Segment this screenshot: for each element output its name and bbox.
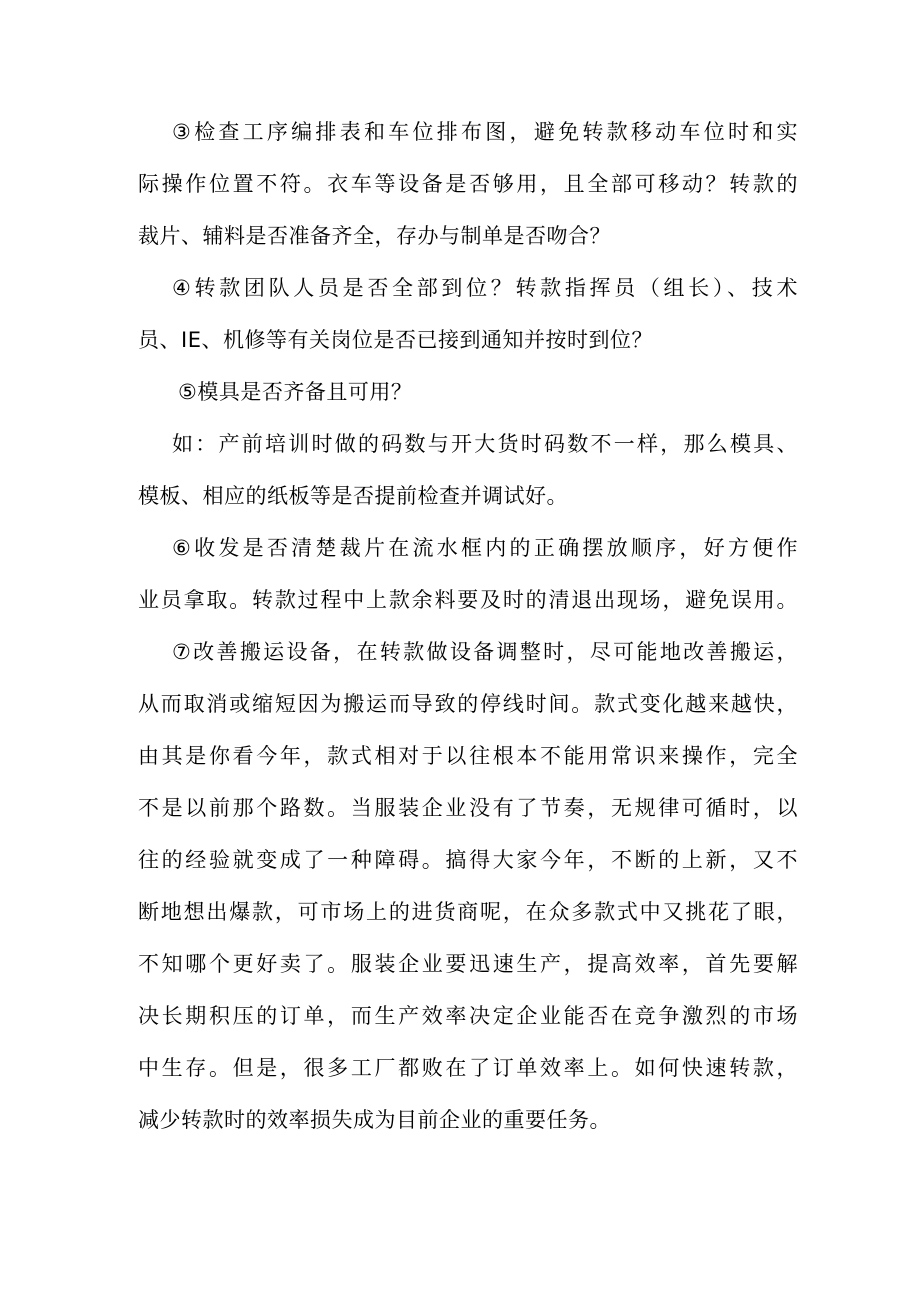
text-line-8: 模板、相应的纸板等是否提前检查并调试好。 [138, 484, 568, 508]
text-line-17: 不知哪个更好卖了。服装企业要迅速生产，提高效率，首先要解 [138, 952, 798, 976]
text-line-15: 往的经验就变成了一种障碍。搞得大家今年，不断的上新，又不 [138, 848, 798, 872]
text-line-6: ⑤模具是否齐备且可用？ [178, 380, 413, 404]
text-line-3: 裁片、辅料是否准备齐全，存办与制单是否吻合？ [138, 224, 611, 248]
text-line-14: 不是以前那个路数。当服装企业没有了节奏，无规律可循时，以 [138, 796, 798, 820]
text-line-10: 业员拿取。转款过程中上款余料要及时的清退出现场，避免误用。 [138, 588, 798, 612]
text-line-2: 际操作位置不符。衣车等设备是否够用，且全部可移动？转款的 [138, 172, 798, 196]
text-line-7: 如：产前培训时做的码数与开大货时码数不一样，那么模具、 [172, 432, 798, 456]
text-line-12: 从而取消或缩短因为搬运而导致的停线时间。款式变化越来越快， [138, 692, 798, 716]
text-line-11: ⑦改善搬运设备，在转款做设备调整时，尽可能地改善搬运， [172, 640, 798, 664]
text-line-9: ⑥收发是否清楚裁片在流水框内的正确摆放顺序，好方便作 [172, 536, 798, 560]
text-line-20: 减少转款时的效率损失成为目前企业的重要任务。 [138, 1108, 611, 1132]
text-line-19: 中生存。但是，很多工厂都败在了订单效率上。如何快速转款， [138, 1056, 798, 1080]
text-line-18: 决长期积压的订单，而生产效率决定企业能否在竞争激烈的市场 [138, 1004, 798, 1028]
text-line-1: ③检查工序编排表和车位排布图，避免转款移动车位时和实 [172, 120, 798, 144]
text-line-5: 员、IE、机修等有关岗位是否已接到通知并按时到位？ [138, 328, 653, 352]
text-line-13: 由其是你看今年，款式相对于以往根本不能用常识来操作，完全 [138, 744, 798, 768]
text-line-16: 断地想出爆款，可市场上的进货商呢，在众多款式中又挑花了眼， [138, 900, 798, 924]
text-line-4: ④转款团队人员是否全部到位？转款指挥员（组长）、技术 [172, 276, 798, 300]
